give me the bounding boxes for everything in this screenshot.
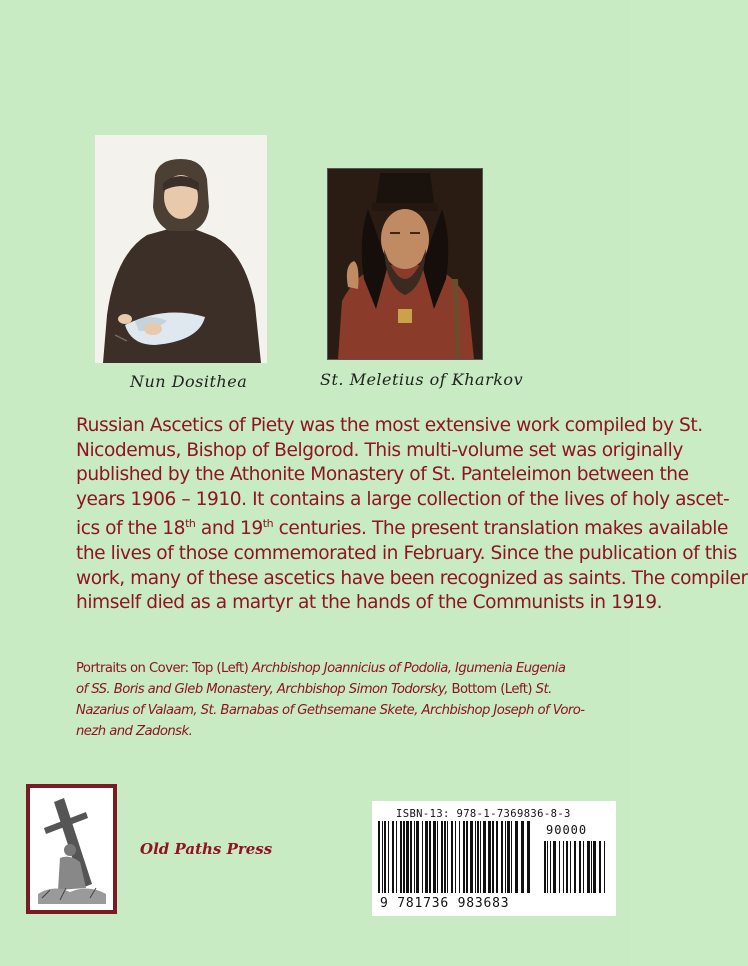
addon-barcode-bar (559, 841, 560, 893)
barcode-bar (392, 821, 394, 893)
credits-line: nezh and Zadonsk. (76, 724, 193, 739)
description-line: the lives of those commemorated in February. Since the publication of this (76, 543, 737, 565)
barcode-bar (501, 821, 503, 893)
barcode-bar (437, 821, 438, 893)
barcode-bar (433, 821, 436, 893)
barcode-bar (466, 821, 468, 893)
barcode-bar (403, 821, 405, 893)
barcode-bar (429, 821, 431, 893)
barcode-bar (378, 821, 380, 893)
barcode-bar (475, 821, 476, 893)
description-line: published by the Athonite Monastery of St. Panteleimon between the (76, 464, 689, 486)
barcode-bar (416, 821, 419, 893)
credits-line: Portraits on Cover: Top (Left) Archbishop Joannicius of Podolia, Igumenia Eugenia (76, 661, 566, 676)
barcode-bar (483, 821, 486, 893)
barcode-bar (447, 821, 448, 893)
barcode-bar (521, 821, 524, 893)
addon-barcode-bar (544, 841, 546, 893)
addon-barcode-bar (547, 841, 548, 893)
barcode-bar (422, 821, 423, 893)
portrait-caption-nun-dosithea: Nun Dosithea (130, 372, 248, 391)
portrait-st-meletius (327, 168, 483, 360)
barcode-bar (414, 821, 415, 893)
barcode-bar (410, 821, 412, 893)
barcode-bar (384, 821, 386, 893)
credits-line: of SS. Boris and Gleb Monastery, Archbishop Simon Todorsky, Bottom (Left) St. (76, 682, 552, 697)
description-line: Russian Ascetics of Piety was the most extensive work compiled by St. (76, 415, 703, 436)
barcode-bar (470, 821, 473, 893)
barcode-bar (441, 821, 443, 893)
barcode-bar (511, 821, 512, 893)
addon-barcode-bar (593, 841, 596, 893)
barcode-bar (496, 821, 498, 893)
barcode-bar (505, 821, 506, 893)
barcode-bar (382, 821, 383, 893)
publisher-emblem (26, 784, 117, 914)
publisher-name: Old Paths Press (140, 840, 273, 858)
description-line: years 1906 – 1910. It contains a large collection of the lives of holy ascet- (76, 488, 730, 510)
barcode-bar (480, 821, 481, 893)
barcode-bar (455, 821, 456, 893)
addon-barcode-bar (553, 841, 556, 893)
addon-barcode-bar (591, 841, 592, 893)
credits-line: Nazarius of Valaam, St. Barnabas of Gethsemane Skete, Archbishop Joseph of Voro- (76, 703, 585, 718)
barcode-bar (463, 821, 465, 893)
addon-barcode-bar (574, 841, 576, 893)
book-description (76, 414, 748, 616)
addon-barcode-bar (563, 841, 564, 893)
addon-barcode-bar (566, 841, 568, 893)
cross-bearer-engraving-icon (30, 788, 113, 910)
barcode-ean-digits: 9 781736 983683 (380, 896, 510, 911)
barcode-bar (477, 821, 479, 893)
barcode-bar (527, 821, 530, 893)
portrait-caption-st-meletius: St. Meletius of Kharkov (320, 370, 524, 389)
barcode-bar (488, 821, 491, 893)
barcode-bar (425, 821, 428, 893)
barcode-bar (492, 821, 494, 893)
barcode-bar (406, 821, 409, 893)
addon-barcode-bar (550, 841, 551, 893)
addon-barcode-bar (583, 841, 584, 893)
addon-barcode-bar (604, 841, 605, 893)
portrait-credits (76, 658, 585, 742)
description-line: work, many of these ascetics have been recognized as saints. The compiler (76, 567, 748, 589)
addon-barcode-bar (579, 841, 581, 893)
barcode-price-code: 90000 (546, 823, 588, 837)
barcode-bar (507, 821, 510, 893)
addon-barcode-bar (599, 841, 601, 893)
portrait-nun-dosithea (95, 135, 267, 363)
barcode-bar (400, 821, 402, 893)
description-line: himself died as a martyr at the hands of the Communists in 1919. (76, 592, 663, 614)
description-line: Nicodemus, Bishop of Belgorod. This multi-volume set was originally (76, 439, 683, 461)
barcode-bar (444, 821, 446, 893)
barcode-bar (396, 821, 397, 893)
addon-barcode-bar (570, 841, 571, 893)
isbn-label: ISBN-13: 978-1-7369836-8-3 (396, 808, 571, 820)
addon-barcode-bar (587, 841, 590, 893)
bishop-portrait-image (328, 169, 482, 359)
description-line-centuries: ics of the 18th and 19th centuries. The present translation makes available (76, 517, 728, 540)
nun-portrait-image (95, 135, 267, 363)
barcode-bar (515, 821, 518, 893)
barcode-bar (459, 821, 460, 893)
barcode-bar (388, 821, 389, 893)
barcode-bar (451, 821, 453, 893)
